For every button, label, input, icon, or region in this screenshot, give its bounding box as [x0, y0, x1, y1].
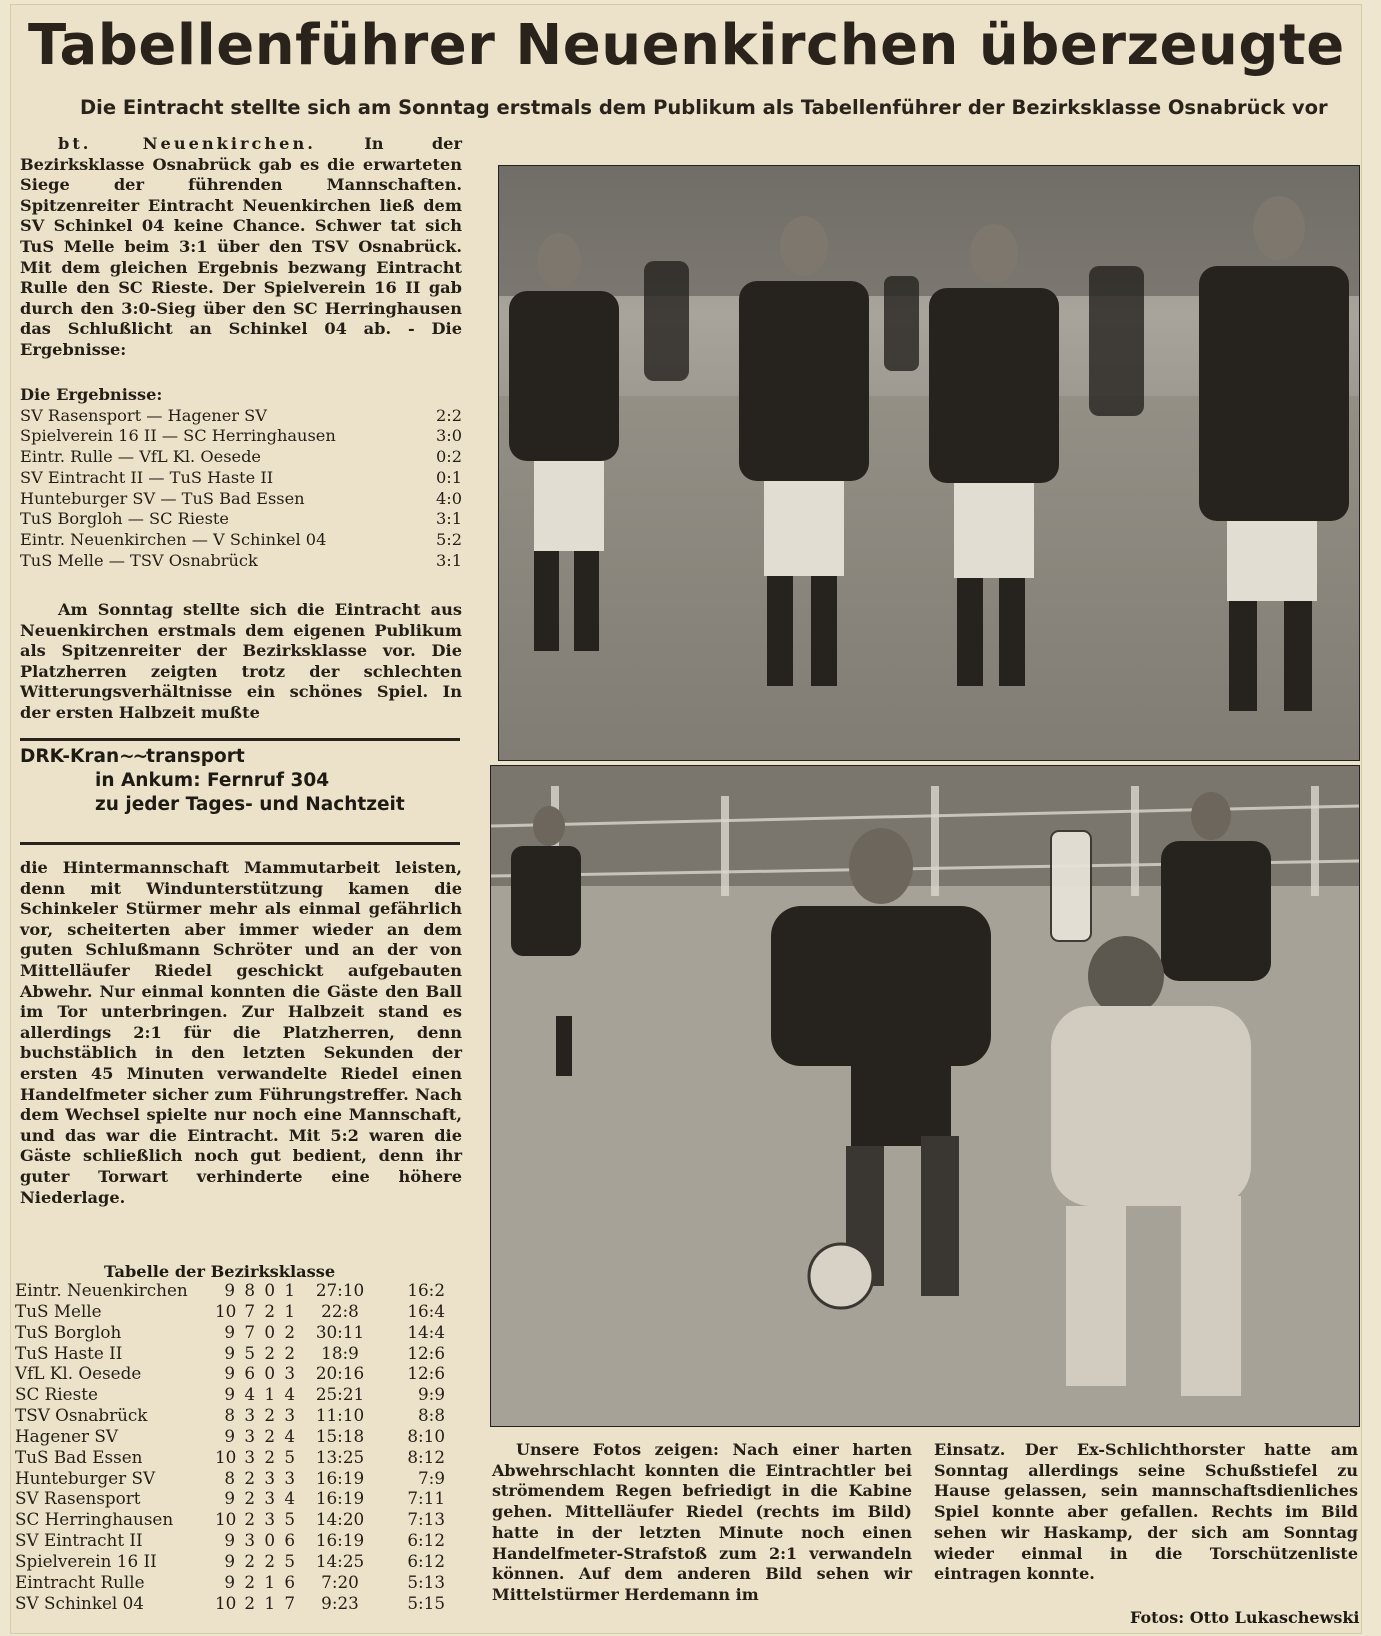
standings-row — [15, 1488, 465, 1509]
standings-cell-team: SC Herringhausen — [15, 1509, 174, 1530]
standings-cell-l: 3 — [284, 1363, 295, 1384]
photo-action-shot — [490, 765, 1360, 1427]
standings-cell-d: 2 — [264, 1446, 275, 1467]
standings-row — [15, 1468, 465, 1489]
standings-cell-goals: 14:25 — [315, 1550, 365, 1571]
ad-line-1: DRK-Kran~~transport — [20, 746, 245, 767]
standings-cell-l: 3 — [284, 1405, 295, 1426]
standings-cell-g: 10 — [215, 1300, 237, 1321]
standings-cell-team: Hagener SV — [15, 1425, 119, 1446]
standings-cell-w: 7 — [244, 1300, 255, 1321]
headline: Tabellenführer Neuenkirchen überzeugte — [28, 13, 1345, 78]
standings-cell-w: 3 — [244, 1425, 255, 1446]
standings-cell-team: TSV Osnabrück — [15, 1405, 148, 1426]
standings-cell-pts: 6:12 — [407, 1550, 445, 1571]
standings-cell-g: 8 — [224, 1467, 235, 1488]
dateline: bt. Neuenkirchen. — [58, 134, 316, 153]
standings-cell-pts: 16:4 — [407, 1300, 445, 1321]
standings-cell-w: 2 — [244, 1592, 255, 1613]
standings-cell-team: VfL Kl. Oesede — [15, 1363, 142, 1384]
result-row — [20, 489, 462, 510]
standings-cell-w: 3 — [244, 1446, 255, 1467]
standings-title: Tabelle der Bezirksklasse — [104, 1262, 336, 1281]
result-row — [20, 406, 462, 427]
result-row — [20, 530, 462, 551]
drk-advertisement — [20, 738, 460, 845]
standings-cell-d: 3 — [264, 1488, 275, 1509]
standings-cell-g: 9 — [224, 1488, 235, 1509]
standings-row — [15, 1280, 465, 1301]
standings-cell-l: 7 — [284, 1592, 295, 1613]
subheadline: Die Eintracht stellte sich am Sonntag erstmals dem Publikum als Tabellenführer der Bezirksklasse Osnabrück vor — [80, 96, 1328, 119]
standings-cell-goals: 14:20 — [315, 1509, 365, 1530]
results-list — [20, 385, 462, 571]
standings-cell-team: TuS Melle — [15, 1300, 102, 1321]
intro-text: In der Bezirksklasse Osnabrück gab es die erwarteten Siege der führenden Mannschaften. Spitzenreiter Eintracht Neuenkirchen ließ dem SV Schinkel 04 keine Chance. Schwer tat sich TuS Melle beim 3:1 über den TSV Osnabrück. Mit dem gleichen Ergebnis bezwang Eintracht Rulle den SC Rieste. Der Spielverein 16 II gab durch den 3:0-Sieg über den SC Herringhausen das Schlußlicht an Schinkel 04 ab. - Die Ergebnisse: — [20, 134, 462, 359]
result-match: SV Eintracht II — TuS Haste II — [20, 467, 274, 487]
standings-cell-goals: 7:20 — [321, 1571, 359, 1592]
standings-cell-l: 4 — [284, 1488, 295, 1509]
standings-cell-w: 2 — [244, 1509, 255, 1530]
standings-cell-team: Eintracht Rulle — [15, 1571, 145, 1592]
standings-cell-d: 1 — [264, 1592, 275, 1613]
standings-cell-w: 7 — [244, 1321, 255, 1342]
standings-cell-d: 0 — [264, 1530, 275, 1551]
result-match: SV Rasensport — Hagener SV — [20, 405, 267, 425]
result-row — [20, 447, 462, 468]
standings-cell-pts: 8:10 — [407, 1425, 445, 1446]
standings-cell-pts: 12:6 — [407, 1363, 445, 1384]
standings-row — [15, 1426, 465, 1447]
standings-cell-pts: 16:2 — [407, 1280, 445, 1300]
standings-table — [15, 1280, 465, 1614]
standings-cell-pts: 5:13 — [407, 1571, 445, 1592]
standings-cell-d: 2 — [264, 1300, 275, 1321]
result-match: Hunteburger SV — TuS Bad Essen — [20, 488, 305, 508]
standings-cell-team: TuS Haste II — [15, 1342, 123, 1363]
standings-row — [15, 1572, 465, 1593]
standings-cell-d: 3 — [264, 1509, 275, 1530]
standings-cell-pts: 5:15 — [407, 1592, 445, 1613]
standings-cell-pts: 7:11 — [407, 1488, 445, 1509]
standings-row — [15, 1509, 465, 1530]
standings-cell-l: 5 — [284, 1550, 295, 1571]
standings-cell-g: 9 — [224, 1384, 235, 1405]
result-score: 3:1 — [435, 550, 462, 570]
standings-cell-d: 3 — [264, 1467, 275, 1488]
standings-cell-goals: 18:9 — [321, 1342, 359, 1363]
standings-cell-l: 4 — [284, 1384, 295, 1405]
standings-cell-w: 4 — [244, 1384, 255, 1405]
ad-line-3: zu jeder Tages- und Nachtzeit — [95, 794, 405, 815]
standings-cell-g: 10 — [215, 1509, 237, 1530]
standings-cell-l: 2 — [284, 1321, 295, 1342]
standings-cell-w: 2 — [244, 1550, 255, 1571]
standings-row — [15, 1384, 465, 1405]
standings-cell-goals: 16:19 — [315, 1530, 365, 1551]
standings-cell-g: 9 — [224, 1363, 235, 1384]
standings-cell-w: 2 — [244, 1571, 255, 1592]
standings-cell-w: 3 — [244, 1405, 255, 1426]
intro-paragraph — [20, 134, 462, 361]
standings-cell-team: Spielverein 16 II — [15, 1550, 157, 1571]
standings-cell-team: SV Rasensport — [15, 1488, 141, 1509]
standings-cell-pts: 8:8 — [417, 1405, 445, 1426]
standings-cell-pts: 12:6 — [407, 1342, 445, 1363]
result-score: 5:2 — [435, 529, 462, 549]
standings-cell-l: 1 — [284, 1280, 295, 1300]
standings-cell-w: 6 — [244, 1363, 255, 1384]
standings-cell-goals: 9:23 — [321, 1592, 359, 1613]
standings-cell-goals: 30:11 — [315, 1321, 365, 1342]
result-score: 3:1 — [435, 509, 462, 529]
standings-cell-w: 8 — [244, 1280, 255, 1300]
standings-cell-pts: 7:13 — [407, 1509, 445, 1530]
result-match: Spielverein 16 II — SC Herringhausen — [20, 426, 336, 446]
standings-cell-l: 6 — [284, 1571, 295, 1592]
standings-cell-w: 2 — [244, 1488, 255, 1509]
standings-row — [15, 1322, 465, 1343]
standings-cell-goals: 25:21 — [315, 1384, 365, 1405]
result-row — [20, 509, 462, 530]
result-score: 3:0 — [435, 426, 462, 446]
standings-cell-team: TuS Borgloh — [15, 1321, 122, 1342]
standings-cell-l: 4 — [284, 1425, 295, 1446]
standings-cell-w: 2 — [244, 1467, 255, 1488]
standings-cell-g: 9 — [224, 1280, 235, 1300]
result-match: TuS Melle — TSV Osnabrück — [20, 550, 258, 570]
standings-cell-goals: 15:18 — [315, 1425, 365, 1446]
standings-row — [15, 1530, 465, 1551]
standings-cell-g: 9 — [224, 1321, 235, 1342]
standings-row — [15, 1343, 465, 1364]
standings-cell-l: 1 — [284, 1300, 295, 1321]
result-score: 0:2 — [435, 447, 462, 467]
standings-cell-g: 9 — [224, 1550, 235, 1571]
photo-players-walking — [498, 165, 1360, 761]
ad-line-2: in Ankum: Fernruf 304 — [95, 770, 330, 791]
result-match: Eintr. Rulle — VfL Kl. Oesede — [20, 447, 262, 467]
result-score: 2:2 — [435, 405, 462, 425]
standings-cell-goals: 16:19 — [315, 1467, 365, 1488]
caption-column-2: Einsatz. Der Ex-Schlichthorster hatte am Sonntag allerdings seine Schußstiefel zu Hause gelassen, sein mannschaftsdienliches Spiel konnte aber gefallen. Rechts im Bild sehen wir Haskamp, der sich am Sonntag wieder einmal in die Torschützenliste eintragen konnte. — [934, 1440, 1358, 1584]
standings-cell-l: 2 — [284, 1342, 295, 1363]
standings-cell-pts: 14:4 — [407, 1321, 445, 1342]
standings-cell-team: SV Eintracht II — [15, 1530, 143, 1551]
standings-cell-d: 2 — [264, 1425, 275, 1446]
standings-cell-d: 2 — [264, 1405, 275, 1426]
result-score: 4:0 — [435, 488, 462, 508]
standings-cell-g: 9 — [224, 1571, 235, 1592]
standings-cell-team: TuS Bad Essen — [15, 1446, 143, 1467]
standings-cell-d: 0 — [264, 1280, 275, 1300]
standings-cell-l: 5 — [284, 1509, 295, 1530]
standings-cell-team: Hunteburger SV — [15, 1467, 156, 1488]
standings-cell-l: 3 — [284, 1467, 295, 1488]
result-row — [20, 551, 462, 572]
standings-cell-g: 10 — [215, 1592, 237, 1613]
standings-cell-g: 9 — [224, 1530, 235, 1551]
standings-cell-team: SV Schinkel 04 — [15, 1592, 144, 1613]
standings-cell-l: 5 — [284, 1446, 295, 1467]
standings-cell-pts: 7:9 — [417, 1467, 445, 1488]
result-score: 0:1 — [435, 467, 462, 487]
standings-cell-goals: 16:19 — [315, 1488, 365, 1509]
results-title: Die Ergebnisse: — [20, 385, 163, 404]
standings-cell-d: 1 — [264, 1384, 275, 1405]
standings-cell-team: Eintr. Neuenkirchen — [15, 1280, 188, 1300]
result-match: TuS Borgloh — SC Rieste — [20, 509, 229, 529]
standings-cell-pts: 8:12 — [407, 1446, 445, 1467]
standings-cell-d: 0 — [264, 1321, 275, 1342]
standings-cell-g: 9 — [224, 1425, 235, 1446]
standings-row — [15, 1593, 465, 1614]
caption-column-1: Unsere Fotos zeigen: Nach einer harten Abwehrschlacht konnten die Eintrachtler bei strömendem Regen befriedigt in die Kabine gehen. Mittelläufer Riedel (rechts im Bild) hatte in der letzten Minute noch einen Handelfmeter-Strafstoß zum 2:1 verwandeln können. Auf dem anderen Bild sehen wir Mittelstürmer Herdemann im — [492, 1440, 912, 1604]
standings-cell-d: 2 — [264, 1342, 275, 1363]
photo-credit: Fotos: Otto Lukaschewski — [1130, 1608, 1360, 1627]
paragraph-2: Am Sonntag stellte sich die Eintracht aus Neuenkirchen erstmals dem eigenen Publikum als Spitzenreiter der Bezirksklasse vor. Die Platzherren zeigten trotz der schlechten Witterungsverhältnisse ein schönes Spiel. In der ersten Halbzeit mußte — [20, 600, 462, 722]
result-row — [20, 426, 462, 447]
standings-cell-goals: 22:8 — [321, 1300, 359, 1321]
standings-cell-team: SC Rieste — [15, 1384, 98, 1405]
standings-cell-pts: 9:9 — [417, 1384, 445, 1405]
standings-cell-goals: 27:10 — [315, 1280, 365, 1300]
standings-cell-l: 6 — [284, 1530, 295, 1551]
standings-row — [15, 1551, 465, 1572]
standings-cell-d: 0 — [264, 1363, 275, 1384]
standings-row — [15, 1405, 465, 1426]
result-match: Eintr. Neuenkirchen — V Schinkel 04 — [20, 529, 327, 549]
standings-cell-w: 3 — [244, 1530, 255, 1551]
standings-cell-pts: 6:12 — [407, 1530, 445, 1551]
standings-cell-w: 5 — [244, 1342, 255, 1363]
standings-row — [15, 1363, 465, 1384]
result-row — [20, 468, 462, 489]
paragraph-3: die Hintermannschaft Mammutarbeit leisten, denn mit Windunterstützung kamen die Schinkeler Stürmer mehr als einmal gefährlich vor, scheiterten aber immer wieder an dem guten Schlußmann Schröter und an der von Mittelläufer Riedel geschickt aufgebauten Abwehr. Nur einmal konnten die Gäste den Ball im Tor unterbringen. Zur Halbzeit stand es allerdings 2:1 für die Platzherren, denn buchstäblich in den letzten Sekunden der ersten 45 Minuten verwandelte Riedel einen Handelfmeter sicher zum Führungstreffer. Nach dem Wechsel spielte nur noch eine Mannschaft, und das war die Eintracht. Mit 5:2 waren die Gäste schließlich noch gut bedient, denn ihr guter Torwart verhinderte eine höhere Niederlage. — [20, 858, 462, 1207]
standings-cell-g: 9 — [224, 1342, 235, 1363]
standings-cell-g: 10 — [215, 1446, 237, 1467]
standings-cell-g: 8 — [224, 1405, 235, 1426]
standings-cell-goals: 11:10 — [315, 1405, 365, 1426]
standings-cell-goals: 13:25 — [315, 1446, 365, 1467]
standings-row — [15, 1447, 465, 1468]
standings-cell-goals: 20:16 — [315, 1363, 365, 1384]
standings-row — [15, 1301, 465, 1322]
standings-cell-d: 2 — [264, 1550, 275, 1571]
standings-cell-d: 1 — [264, 1571, 275, 1592]
